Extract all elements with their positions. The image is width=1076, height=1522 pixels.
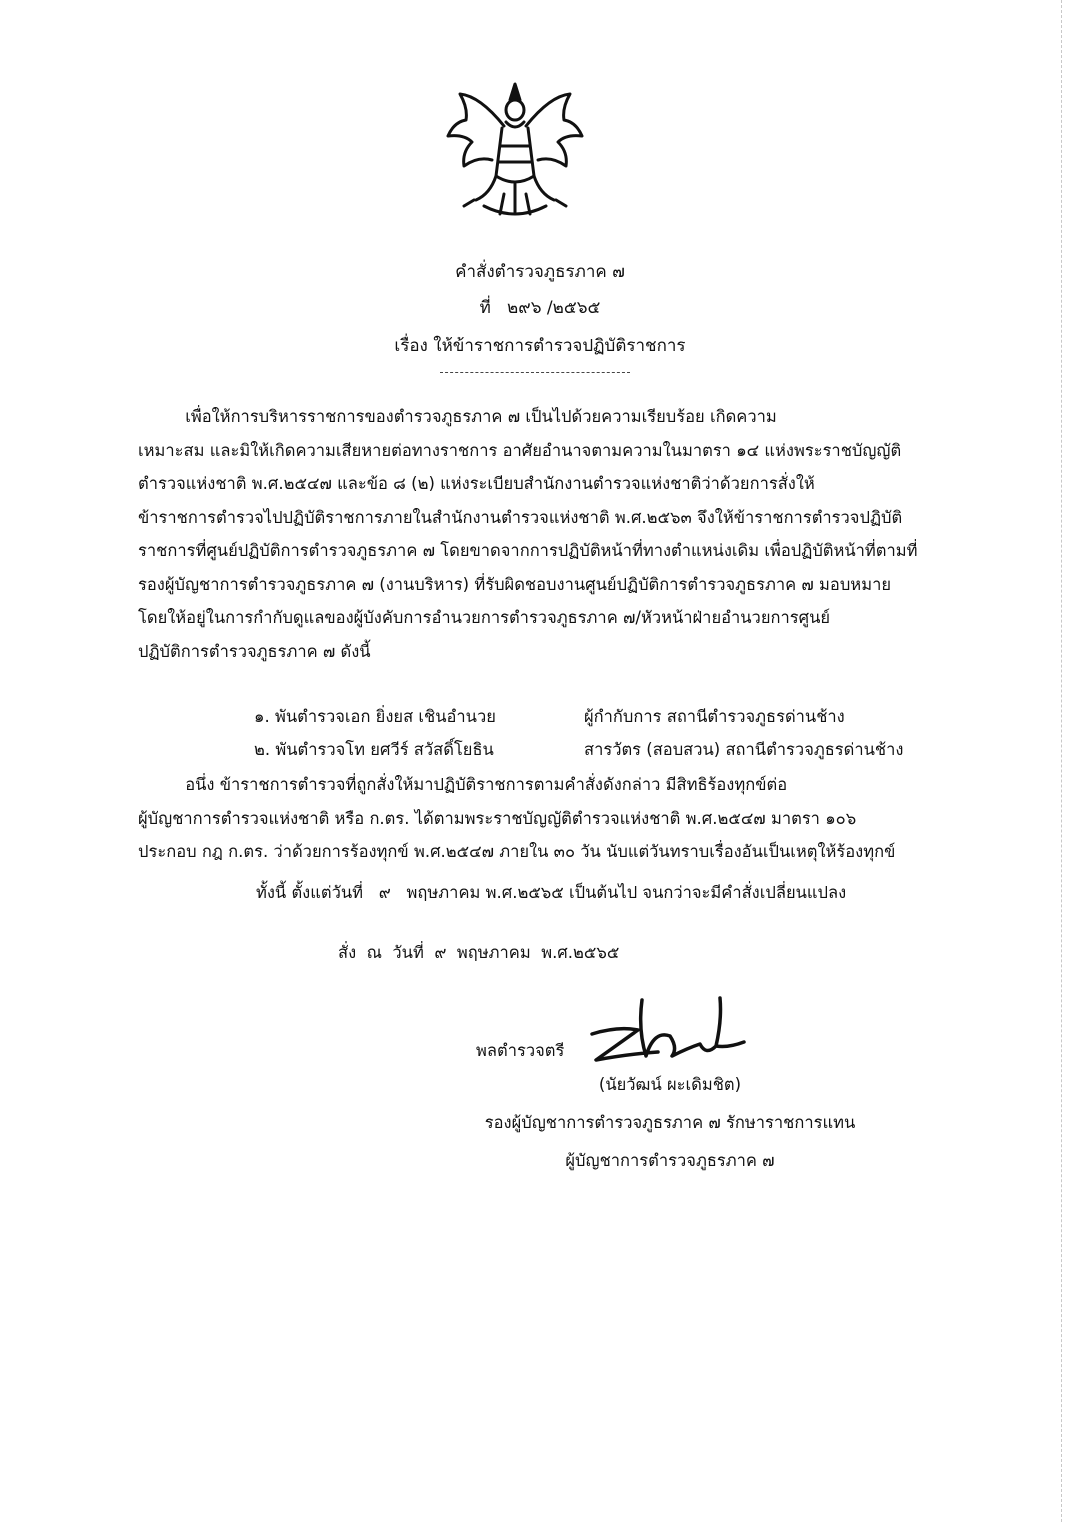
- order-subject: เรื่อง ให้ข้าราชการตำรวจปฏิบัติราชการ: [394, 336, 686, 356]
- paragraph-line: ตำรวจแห่งชาติ พ.ศ.๒๕๔๗ และข้อ ๘ (๒) แห่งระเบียบสำนักงานตำรวจแห่งชาติว่าด้วยการสั่งให้: [138, 474, 815, 493]
- order-title: คำสั่งตำรวจภูธรภาค ๗: [455, 262, 625, 282]
- signatory-title-1: รองผู้บัญชาการตำรวจภูธรภาค ๗ รักษาราชการแทน: [484, 1113, 856, 1132]
- officer-position: สารวัตร (สอบสวน) สถานีตำรวจภูธรด่านช้าง: [584, 740, 904, 759]
- scan-edge-line: [1060, 0, 1062, 1522]
- officer-row: [254, 733, 954, 766]
- paragraph-line: โดยให้อยู่ในการกำกับดูแลของผู้บังคับการอำนวยการตำรวจภูธรภาค ๗/หัวหน้าฝ่ายอำนวยการศูนย์: [138, 608, 831, 627]
- header-divider: [440, 372, 630, 373]
- paragraph-line: ปฏิบัติการตำรวจภูธรภาค ๗ ดังนี้: [138, 641, 371, 661]
- officer-name: ๑. พันตำรวจเอก ยิ่งยส เชินอำนวย: [254, 707, 496, 726]
- signatory-title-2: ผู้บัญชาการตำรวจภูธรภาค ๗: [565, 1151, 775, 1170]
- effective-date: ทั้งนี้ ตั้งแต่วันที่ ๙ พฤษภาคม พ.ศ.๒๕๖๕ เป็นต้นไป จนกว่าจะมีคำสั่งเปลี่ยนแปลง: [256, 883, 847, 902]
- paragraph-line: ข้าราชการตำรวจไปปฏิบัติราชการภายในสำนักงานตำรวจแห่งชาติ พ.ศ.๒๕๖๓ จึงให้ข้าราชการตำรวจปฏิบัติ: [138, 507, 903, 527]
- signed-date: สั่ง ณ วันที่ ๙ พฤษภาคม พ.ศ.๒๕๖๕: [338, 943, 620, 962]
- paragraph-line: รองผู้บัญชาการตำรวจภูธรภาค ๗ (งานบริหาร) ที่รับผิดชอบงานศูนย์ปฏิบัติการตำรวจภูธรภาค ๗ มอบหมาย: [138, 574, 891, 594]
- order-paragraph-1: [138, 400, 938, 668]
- signatory-name: (นัยวัฒน์ ผะเดิมชิต): [598, 1075, 742, 1094]
- garuda-emblem-icon: [440, 76, 590, 226]
- signatory-rank: พลตำรวจตรี: [476, 1041, 565, 1060]
- officer-row: [254, 700, 954, 733]
- paragraph-line: ผู้บัญชาการตำรวจแห่งชาติ หรือ ก.ตร. ได้ตามพระราชบัญญัติตำรวจแห่งชาติ พ.ศ.๒๕๔๗ มาตรา ๑๐๖: [138, 808, 857, 828]
- officer-name: ๒. พันตำรวจโท ยศวีร์ สวัสดิ์โยธิน: [254, 740, 494, 759]
- order-paragraph-2: [138, 768, 938, 869]
- paragraph-line: ประกอบ กฎ ก.ตร. ว่าด้วยการร้องทุกข์ พ.ศ.๒๕๔๗ ภายใน ๓๐ วัน นับแต่วันทราบเรื่องอันเป็นเหตุให้ร้องทุกข์: [138, 842, 896, 861]
- handwritten-signature: [588, 990, 748, 1070]
- officer-position: ผู้กำกับการ สถานีตำรวจภูธรด่านช้าง: [584, 707, 845, 726]
- paragraph-line: ราชการที่ศูนย์ปฏิบัติการตำรวจภูธรภาค ๗ โดยขาดจากการปฏิบัติหน้าที่ทางตำแหน่งเดิม เพื่อปฏิบัติหน้าที่ตามที่: [138, 541, 918, 560]
- order-number: ที่ ๒๙๖ /๒๕๖๕: [479, 298, 601, 318]
- officer-list: [254, 700, 954, 766]
- paragraph-line: เหมาะสม และมิให้เกิดความเสียหายต่อทางราชการ อาศัยอำนาจตามความในมาตรา ๑๔ แห่งพระราชบัญญัติ: [138, 440, 902, 460]
- paragraph-line: อนึ่ง ข้าราชการตำรวจที่ถูกสั่งให้มาปฏิบัติราชการตามคำสั่งดังกล่าว มีสิทธิร้องทุกข์ต่อ: [138, 775, 788, 794]
- paragraph-line: เพื่อให้การบริหารราชการของตำรวจภูธรภาค ๗ เป็นไปด้วยความเรียบร้อย เกิดความ: [138, 407, 777, 426]
